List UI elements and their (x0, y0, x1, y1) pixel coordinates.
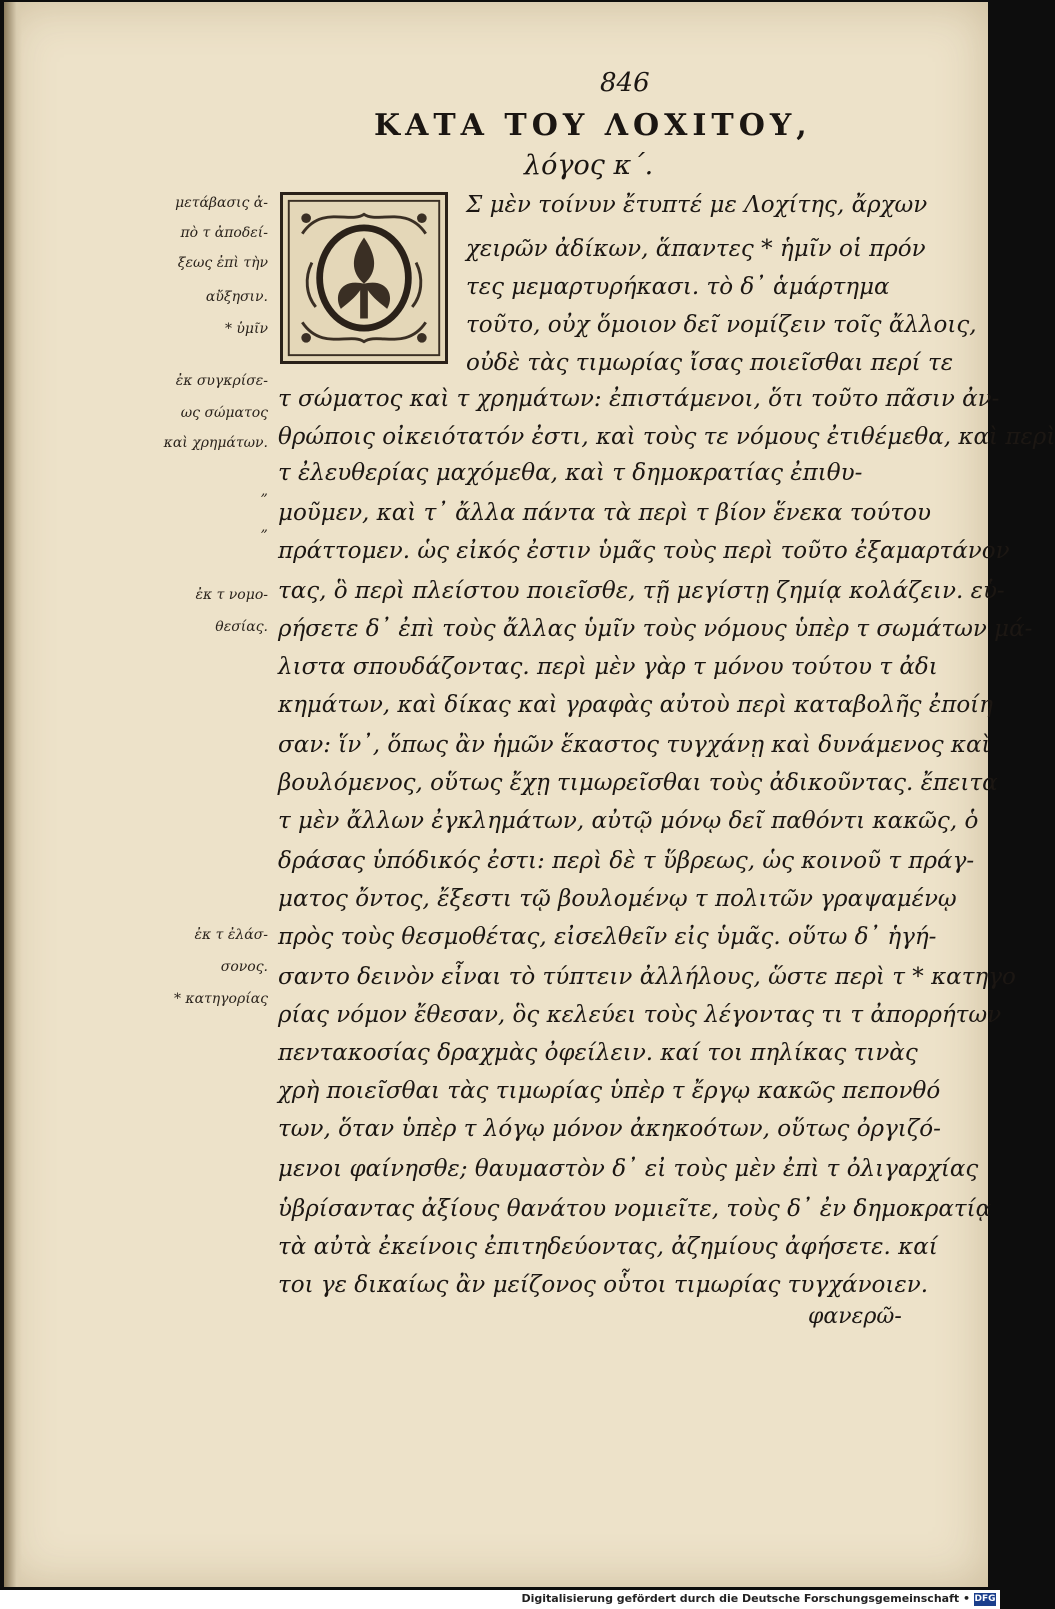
margin-note: σονος. (220, 959, 268, 975)
text-line: τες μεμαρτυρήκασι. τὸ δ᾽ ἁμάρτημα (466, 274, 890, 300)
page-number: 846 (600, 68, 650, 98)
margin-note: * κατηγορίας (173, 991, 268, 1007)
text-line: των, ὅταν ὑπὲρ τ λόγῳ μόνον ἀκηκοότων, οὕτως ὀργιζό- (278, 1116, 941, 1142)
text-line: τ μὲν ἄλλων ἐγκλημάτων, αὐτῷ μόνῳ δεῖ παθόντι κακῶς, ὁ (278, 808, 979, 834)
text-line: τ σώματος καὶ τ χρημάτων: ἐπιστάμενοι, ὅτι τοῦτο πᾶσιν ἀν- (278, 386, 1000, 412)
margin-note: ἐκ τ νομο- (195, 587, 268, 603)
text-line: πεντακοσίας δραχμὰς ὀφείλειν. καί τοι πηλίκας τινὰς (278, 1040, 918, 1066)
text-line: πρὸς τοὺς θεσμοθέτας, εἰσελθεῖν εἰς ὑμᾶς. οὕτω δ᾽ ἡγή- (278, 924, 937, 950)
main-text-block (4, 2, 1055, 1587)
margin-note: καὶ χρημάτων. (163, 435, 268, 451)
text-line: πράττομεν. ὡς εἰκός ἐστιν ὑμᾶς τοὺς περὶ τοῦτο ἐξαμαρτάνον (278, 538, 1010, 564)
text-line: θρώποις οἰκειότατόν ἐστι, καὶ τοὺς τε νόμους ἐτιθέμεθα, καὶ περὶ (278, 424, 1055, 450)
text-line: τας, ὃ περὶ πλείστου ποιεῖσθε, τῇ μεγίστῃ ζημίᾳ κολάζειν. εὑ- (278, 578, 1005, 604)
text-line: τ ἐλευθερίας μαχόμεθα, καὶ τ δημοκρατίας ἐπιθυ- (278, 460, 863, 486)
dfg-logo-icon: DFG (974, 1594, 996, 1604)
margin-note: * ὑμῖν (224, 321, 268, 337)
margin-note: ξεως ἐπὶ τὴν (177, 255, 268, 271)
margin-note: „ (260, 519, 268, 535)
text-line: οὐδὲ τὰς τιμωρίας ἴσας ποιεῖσθαι περί τε (466, 350, 954, 376)
margin-note: „ (260, 483, 268, 499)
text-line: ρίας νόμον ἔθεσαν, ὃς κελεύει τοὺς λέγοντας τι τ ἀπορρήτων (278, 1002, 1002, 1028)
margin-note: ἐκ συγκρίσε- (175, 373, 268, 389)
text-line: ρήσετε δ᾽ ἐπὶ τοὺς ἄλλας ὑμῖν τοὺς νόμους ὑπὲρ τ σωμάτων μά- (278, 616, 1033, 642)
text-line: τὰ αὐτὰ ἐκείνοις ἐπιτηδεύοντας, ἀζημίους ἀφήσετε. καί (278, 1234, 938, 1260)
text-line: σαντο δεινὸν εἶναι τὸ τύπτειν ἀλλήλους, ὥστε περὶ τ * κατηγο (278, 964, 1016, 990)
text-line: χρὴ ποιεῖσθαι τὰς τιμωρίας ὑπὲρ τ ἔργῳ κακῶς πεπονθό (278, 1078, 941, 1104)
catchword: φανερῶ- (808, 1304, 902, 1329)
margin-note: θεσίας. (215, 619, 268, 635)
margin-note: αὔξησιν. (205, 289, 268, 305)
text-line: λιστα σπουδάζοντας. περὶ μὲν γὰρ τ μόνου τούτου τ ἀδι (278, 654, 938, 680)
text-line: τοῦτο, οὐχ ὅμοιον δεῖ νομίζειν τοῖς ἄλλοις, (466, 312, 977, 338)
text-line: ματος ὄντος, ἔξεστι τῷ βουλομένῳ τ πολιτῶν γραψαμένῳ (278, 886, 957, 912)
margin-note: πὸ τ ἀποδεί- (180, 225, 268, 241)
text-line: ὑβρίσαντας ἀξίους θανάτου νομιεῖτε, τοὺς δ᾽ ἐν δημοκρατίᾳ (278, 1196, 992, 1222)
text-line: Σ μὲν τοίνυν ἔτυπτέ με Λοχίτης, ἄρχων (466, 192, 928, 218)
chapter-label: λόγος κ΄. (524, 150, 654, 181)
text-line: χειρῶν ἀδίκων, ἅπαντες * ἡμῖν οἱ πρόν (466, 236, 926, 262)
scanned-page (4, 2, 1055, 1587)
text-line: σαν: ἵν᾽, ὅπως ἂν ἡμῶν ἕκαστος τυγχάνῃ καὶ δυνάμενος καὶ (278, 732, 991, 758)
margin-note: ἐκ τ ἐλάσ- (194, 927, 268, 943)
text-line: κημάτων, καὶ δίκας καὶ γραφὰς αὐτοὺ περὶ καταβολῆς ἐποίη (278, 692, 993, 718)
text-line: μοῦμεν, καὶ τ᾽ ἄλλα πάντα τὰ περὶ τ βίον ἕνεκα τούτου (278, 500, 931, 526)
funding-caption: Digitalisierung gefördert durch die Deutsche Forschungsgemeinschaft • (521, 1592, 970, 1605)
text-line: τοι γε δικαίως ἂν μείζονος οὗτοι τιμωρίας τυγχάνοιεν. (278, 1272, 929, 1298)
text-line: μενοι φαίνησθε; θαυμαστὸν δ᾽ εἰ τοὺς μὲν ἐπὶ τ ὀλιγαρχίας (278, 1156, 979, 1182)
margin-note: μετάβασις ἀ- (175, 195, 268, 211)
margin-note: ως σώματος (180, 405, 268, 421)
text-line: δράσας ὑπόδικός ἐστι: περὶ δὲ τ ὕβρεως, ὡς κοινοῦ τ πράγ- (278, 848, 975, 874)
text-line: βουλόμενος, οὕτως ἔχῃ τιμωρεῖσθαι τοὺς ἀδικοῦντας. ἔπειτα (278, 770, 998, 796)
digitization-footer (0, 1590, 1000, 1609)
running-head: ΚΑΤΑ ΤΟΥ ΛΟΧΙΤΟΥ, (374, 108, 812, 143)
